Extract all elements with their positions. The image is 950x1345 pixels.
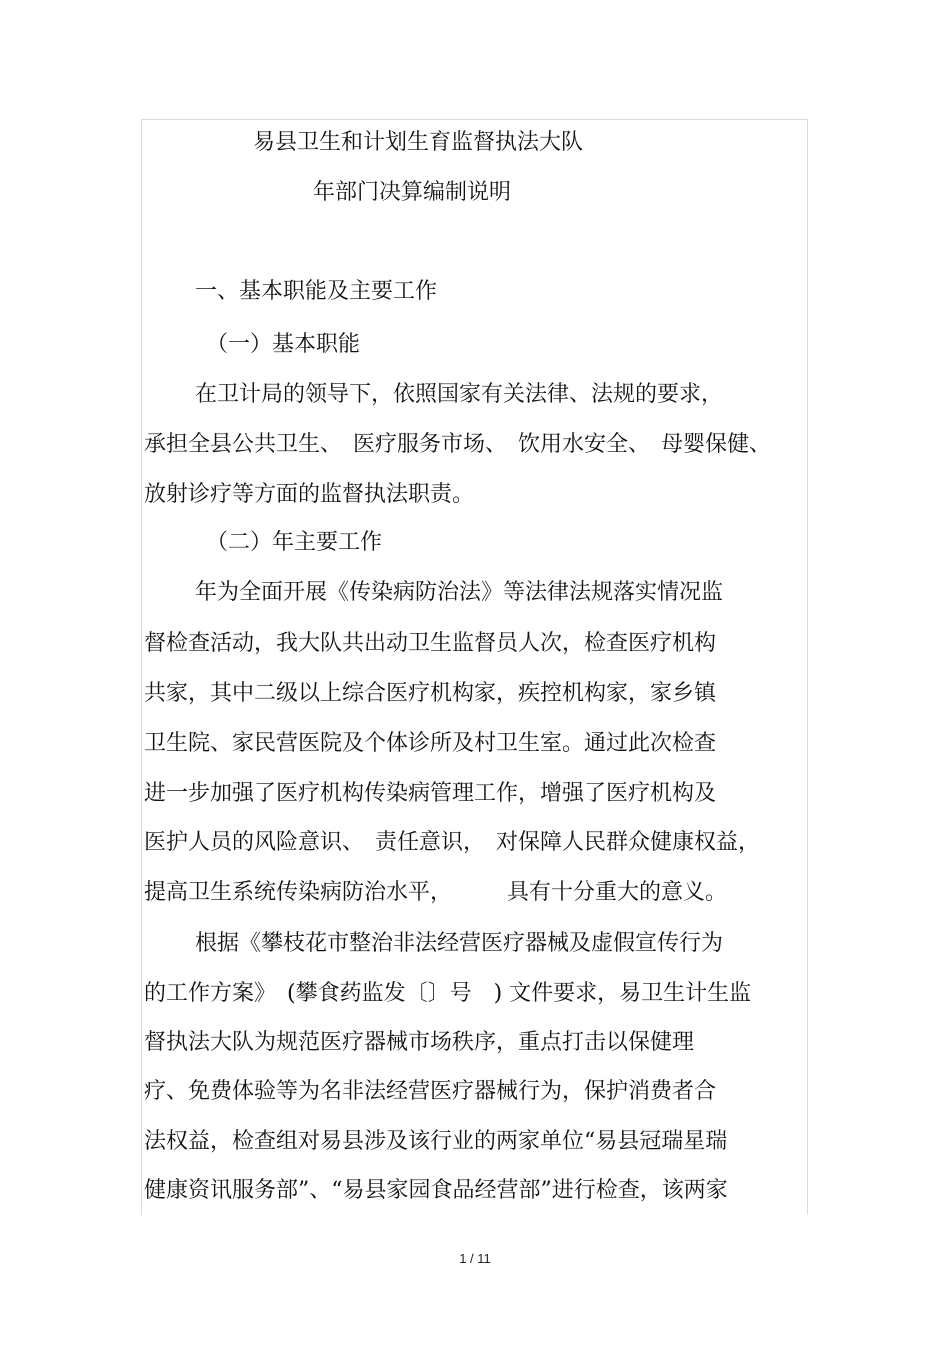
page-indicator: 1 / 11 [459,1251,491,1266]
paragraph-line: 疗、免费体验等为名非法经营医疗器械行为，保护消费者合 [144,1079,717,1104]
paragraph-line: 共家，其中二级以上综合医疗机构家，疾控机构家，家乡镇 [144,681,717,706]
paragraph-line: 放射诊疗等方面的监督执法职责。 [144,482,475,507]
paragraph-line: 进一步加强了医疗机构传染病管理工作，增强了医疗机构及 [144,781,717,806]
subsection-heading-2: （二）年主要工作 [206,530,383,555]
paragraph-line: 健康资讯服务部”、“易县家园食品经营部”进行检查，该两家 [144,1178,728,1203]
paragraph-line: 督执法大队为规范医疗器械市场秩序，重点打击以保健理 [144,1030,695,1055]
paragraph-line: 卫生院、家民营医院及个体诊所及村卫生室。通过此次检查 [144,731,717,756]
paragraph-line: 的工作方案》 (攀食药监发〔〕号 ) 文件要求，易卫生计生监 [144,981,752,1006]
paragraph-line: 年为全面开展《传染病防治法》等法律法规落实情况监 [195,580,724,605]
paragraph-line: 承担全县公共卫生、 医疗服务市场、 饮用水安全、 母婴保健、 [144,432,772,457]
doc-title-line-1: 易县卫生和计划生育监督执法大队 [253,130,584,155]
doc-title-line-2: 年部门决算编制说明 [313,180,512,205]
section-heading-1: 一、基本职能及主要工作 [195,279,438,304]
paragraph-line: 根据《攀枝花市整治非法经营医疗器械及虚假宣传行为 [195,931,724,956]
paragraph-line: 督检查活动，我大队共出动卫生监督员人次，检查医疗机构 [144,631,717,656]
subsection-heading-1: （一）基本职能 [206,332,361,357]
paragraph-line: 医护人员的风险意识、 责任意识， 对保障人民群众健康权益， [144,830,761,855]
paragraph-line: 提高卫生系统传染病防治水平， 具有十分重大的意义。 [144,880,728,905]
paragraph-line: 在卫计局的领导下，依照国家有关法律、法规的要求， [195,382,724,407]
paragraph-line: 法权益，检查组对易县涉及该行业的两家单位“易县冠瑞星瑞 [144,1129,728,1154]
